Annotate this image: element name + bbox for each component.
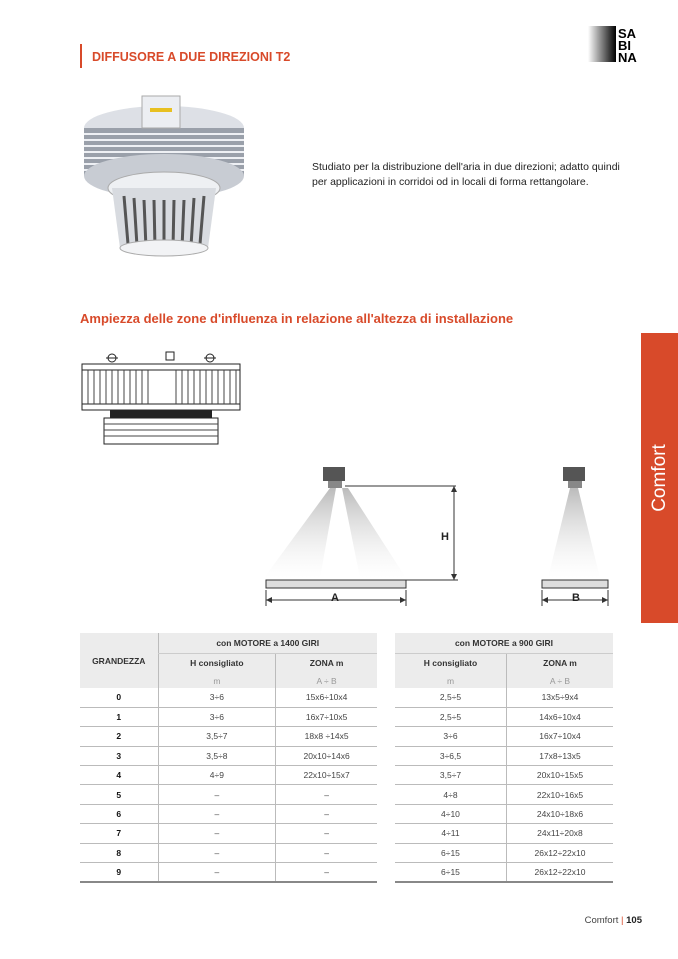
svg-text:BI: BI	[618, 38, 631, 53]
cell-h: 4÷11	[395, 824, 506, 843]
unit-h: m	[395, 673, 506, 688]
cell-zona: 18x8 ÷14x5	[276, 727, 377, 746]
cell-h: –	[158, 785, 276, 804]
svg-text:SA: SA	[618, 26, 637, 41]
page-footer: Comfort | 105	[584, 915, 642, 926]
cell-grandezza: 3	[80, 746, 158, 765]
table-row	[395, 804, 613, 823]
cell-h: –	[158, 863, 276, 882]
cell-h: 2,5÷5	[395, 688, 506, 707]
col-h: H consigliato	[158, 653, 276, 673]
cell-h: 3÷6,5	[395, 746, 506, 765]
width-a-label: A	[331, 592, 339, 604]
cell-h: 3,5÷7	[158, 727, 276, 746]
cell-zona: 24x10÷18x6	[506, 804, 613, 823]
height-label: H	[441, 531, 449, 543]
table-row	[80, 863, 377, 882]
cell-h: 4÷9	[158, 766, 276, 785]
cell-grandezza: 9	[80, 863, 158, 882]
cell-zona: 22x10÷15x7	[276, 766, 377, 785]
cell-h: 3,5÷7	[395, 766, 506, 785]
side-tab-label: Comfort	[648, 444, 670, 512]
cell-zona: 26x12÷22x10	[506, 863, 613, 882]
cell-h: 3÷6	[158, 707, 276, 726]
table-1400-rpm	[80, 633, 377, 883]
table-row	[80, 688, 377, 707]
table-row	[395, 707, 613, 726]
cell-h: 3÷6	[158, 688, 276, 707]
table-row	[395, 727, 613, 746]
unit-h: m	[158, 673, 276, 688]
cell-grandezza: 1	[80, 707, 158, 726]
table-row	[395, 688, 613, 707]
footer-section: Comfort	[584, 915, 619, 926]
cell-h: –	[158, 824, 276, 843]
table-900-rpm	[395, 633, 613, 883]
table-row	[80, 804, 377, 823]
col-h: H consigliato	[395, 653, 506, 673]
table-row	[80, 727, 377, 746]
cell-zona: 13x5÷9x4	[506, 688, 613, 707]
cell-h: 4÷8	[395, 785, 506, 804]
side-tab-comfort	[641, 333, 678, 623]
cell-zona: 14x6÷10x4	[506, 707, 613, 726]
group-1400: con MOTORE a 1400 GIRI	[158, 633, 377, 653]
cell-grandezza: 0	[80, 688, 158, 707]
cell-h: 3÷6	[395, 727, 506, 746]
table-row	[80, 766, 377, 785]
cell-h: 4÷10	[395, 804, 506, 823]
cell-zona: –	[276, 863, 377, 882]
table-row	[80, 843, 377, 862]
width-b-label: B	[572, 592, 580, 604]
cell-zona: 16x7÷10x5	[276, 707, 377, 726]
col-zona: ZONA m	[506, 653, 613, 673]
cell-grandezza: 5	[80, 785, 158, 804]
cell-zona: 22x10÷16x5	[506, 785, 613, 804]
cell-zona: 24x11÷20x8	[506, 824, 613, 843]
col-zona: ZONA m	[276, 653, 377, 673]
table-row	[80, 785, 377, 804]
product-description: Studiato per la distribuzione dell'aria in due direzioni; adatto quindi per applicazioni in corridoi od in locali di forma rettangolare.	[312, 161, 620, 188]
svg-text:NA: NA	[618, 50, 637, 64]
unit-zona: A ÷ B	[276, 673, 377, 688]
cell-zona: 15x6÷10x4	[276, 688, 377, 707]
cell-h: –	[158, 804, 276, 823]
table-row	[395, 843, 613, 862]
unit-zona: A ÷ B	[506, 673, 613, 688]
cell-zona: –	[276, 804, 377, 823]
table-row	[395, 746, 613, 765]
cell-grandezza: 2	[80, 727, 158, 746]
cell-grandezza: 8	[80, 843, 158, 862]
sabiana-logo	[588, 24, 668, 64]
table-row	[80, 824, 377, 843]
table-row	[395, 785, 613, 804]
cell-zona: 17x8÷13x5	[506, 746, 613, 765]
technical-drawing	[80, 350, 242, 448]
cell-zona: –	[276, 843, 377, 862]
cell-grandezza: 4	[80, 766, 158, 785]
cell-zona: –	[276, 824, 377, 843]
cell-zona: 26x12÷22x10	[506, 843, 613, 862]
cell-h: 6÷15	[395, 843, 506, 862]
table-row	[80, 707, 377, 726]
table-row	[80, 746, 377, 765]
table-row	[395, 766, 613, 785]
cell-h: –	[158, 843, 276, 862]
cell-h: 6÷15	[395, 863, 506, 882]
page-title: DIFFUSORE A DUE DIREZIONI T2	[80, 44, 290, 68]
product-photo	[80, 88, 248, 260]
section-heading: Ampiezza delle zone d'influenza in relazione all'altezza di installazione	[80, 311, 514, 326]
cell-h: 2,5÷5	[395, 707, 506, 726]
table-row	[395, 863, 613, 882]
influence-zone-diagram	[260, 460, 620, 612]
col-grandezza: GRANDEZZA	[80, 633, 158, 688]
cell-grandezza: 7	[80, 824, 158, 843]
cell-zona: 16x7÷10x4	[506, 727, 613, 746]
cell-zona: 20x10÷15x5	[506, 766, 613, 785]
cell-h: 3,5÷8	[158, 746, 276, 765]
group-900: con MOTORE a 900 GIRI	[395, 633, 613, 653]
cell-grandezza: 6	[80, 804, 158, 823]
cell-zona: –	[276, 785, 377, 804]
page-number: 105	[626, 915, 642, 926]
cell-zona: 20x10÷14x6	[276, 746, 377, 765]
table-row	[395, 824, 613, 843]
